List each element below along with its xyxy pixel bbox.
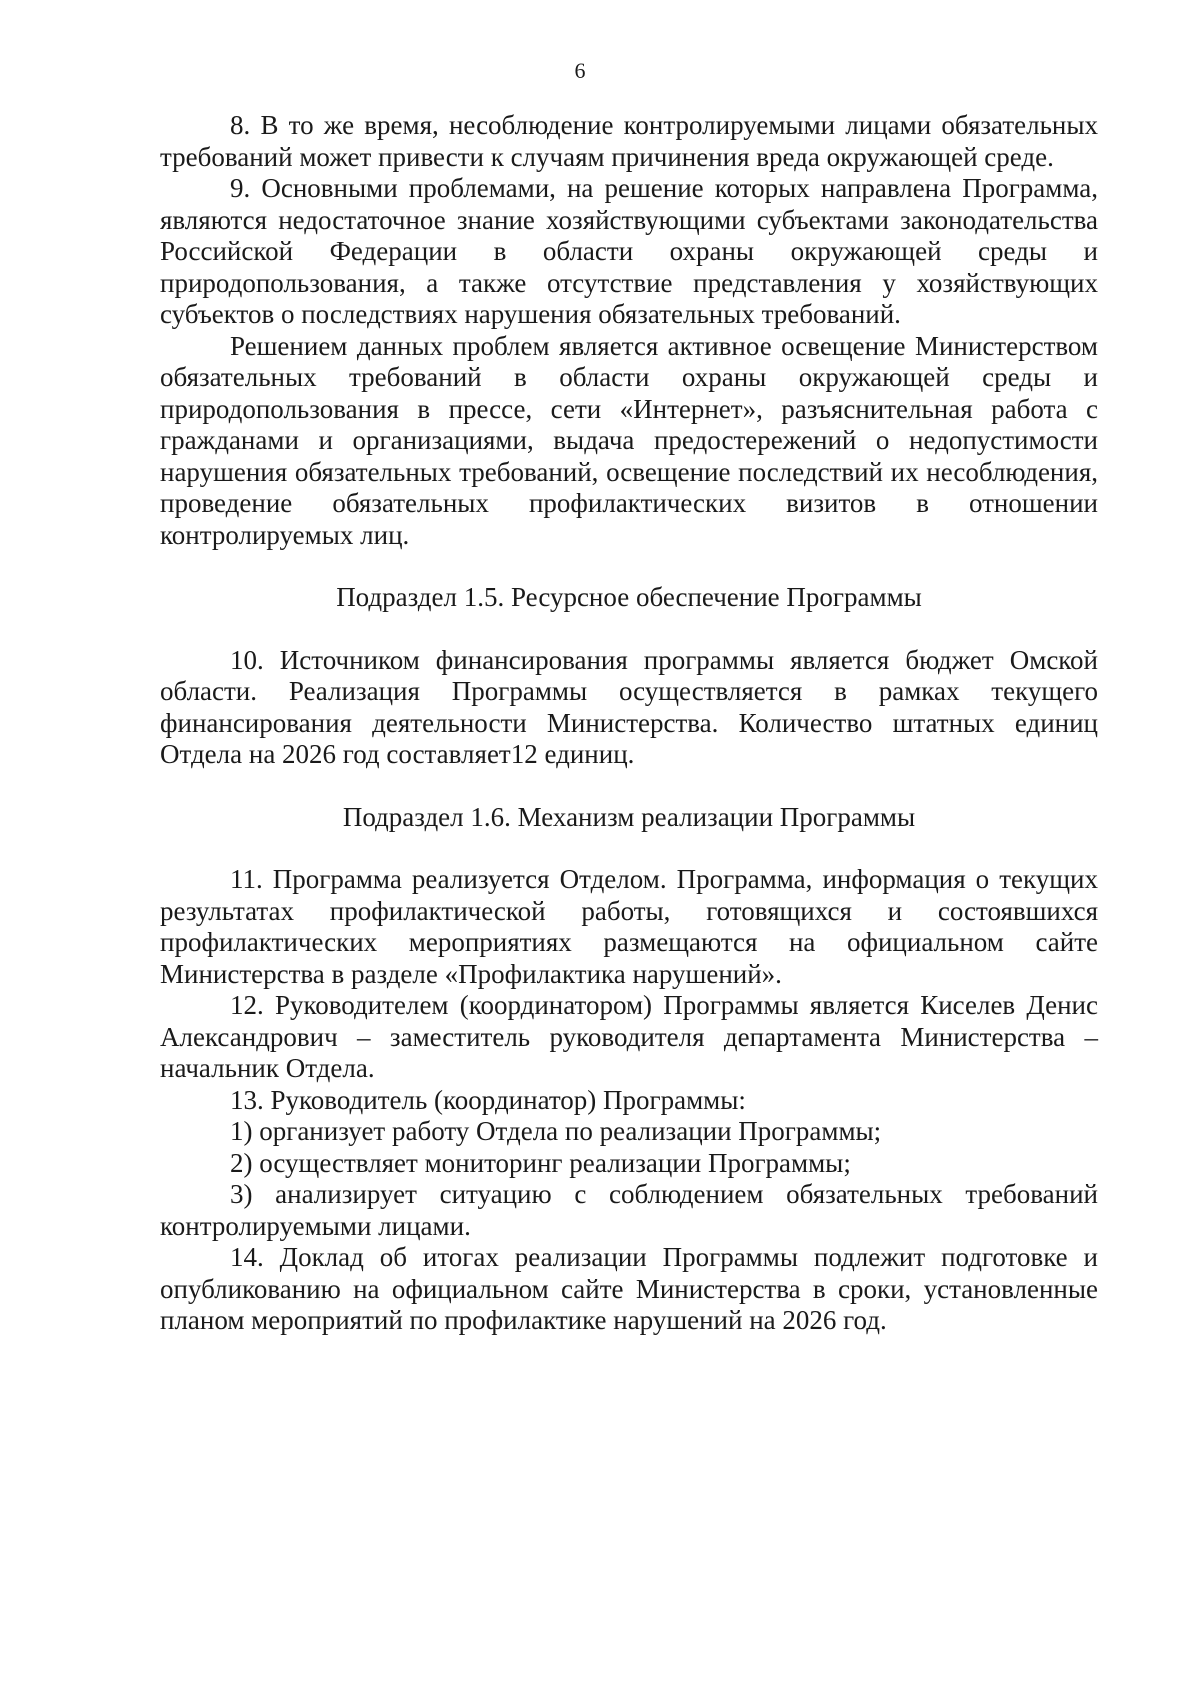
paragraph-9: 9. Основными проблемами, на решение которых направлена Программа, являются недостаточное знание хозяйствующими субъектами законодательства Российской Федерации в области охраны окружающей среды и природопользования, а также отсутствие представления у хозяйствующих субъектов о последствиях нарушения обязательных требований. — [160, 173, 1098, 329]
paragraph-13: 13. Руководитель (координатор) Программы: — [230, 1084, 746, 1115]
section-heading-1-5: Подраздел 1.5. Ресурсное обеспечение Программы — [336, 582, 922, 612]
list-item-13-2: 2) осуществляет мониторинг реализации Программы; — [230, 1147, 851, 1178]
list-item-13-3: 3) анализирует ситуацию с соблюдением обязательных требований контролируемыми лицами. — [160, 1179, 1098, 1241]
paragraph-14: 14. Доклад об итогах реализации Программы подлежит подготовке и опубликованию на официальном сайте Министерства в сроки, установленные планом мероприятий по профилактике нарушений на 2026 год. — [160, 1242, 1098, 1335]
paragraph-10: 10. Источником финансирования программы является бюджет Омской области. Реализация Программы осуществляется в рамках текущего финансирования деятельности Министерства. Количество штатных единиц Отдела на 2026 год составляет12 единиц. — [160, 644, 1098, 769]
section-heading-1-6: Подраздел 1.6. Механизм реализации Программы — [342, 801, 916, 832]
paragraph-solution: Решением данных проблем является активное освещение Министерством обязательных требований в области охраны окружающей среды и природопользования в прессе, сети «Интернет», разъяснительная работа с гражданами и организациями, выдача предостережений о недопустимости нарушения обязательных требований, освещение последствий их несоблюдения, проведение обязательных профилактических визитов в отношении контролируемых лиц. — [160, 330, 1098, 550]
list-item-13-1: 1) организует работу Отдела по реализации Программы; — [230, 1116, 882, 1146]
page-number: 6 — [574, 58, 586, 83]
document-body — [160, 110, 1098, 1337]
paragraph-8: 8. В то же время, несоблюдение контролируемыми лицами обязательных требований может привести к случаям причинения вреда окружающей среде. — [160, 110, 1098, 172]
paragraph-11: 11. Программа реализуется Отделом. Программа, информация о текущих результатах профилактической работы, готовящихся и состоявшихся профилактических мероприятиях размещаются на официальном сайте Министерства в разделе «Профилактика нарушений». — [160, 864, 1098, 989]
paragraph-12: 12. Руководителем (координатором) Программы является Киселев Денис Александрович – заместитель руководителя департамента Министерства – начальник Отдела. — [160, 990, 1098, 1083]
